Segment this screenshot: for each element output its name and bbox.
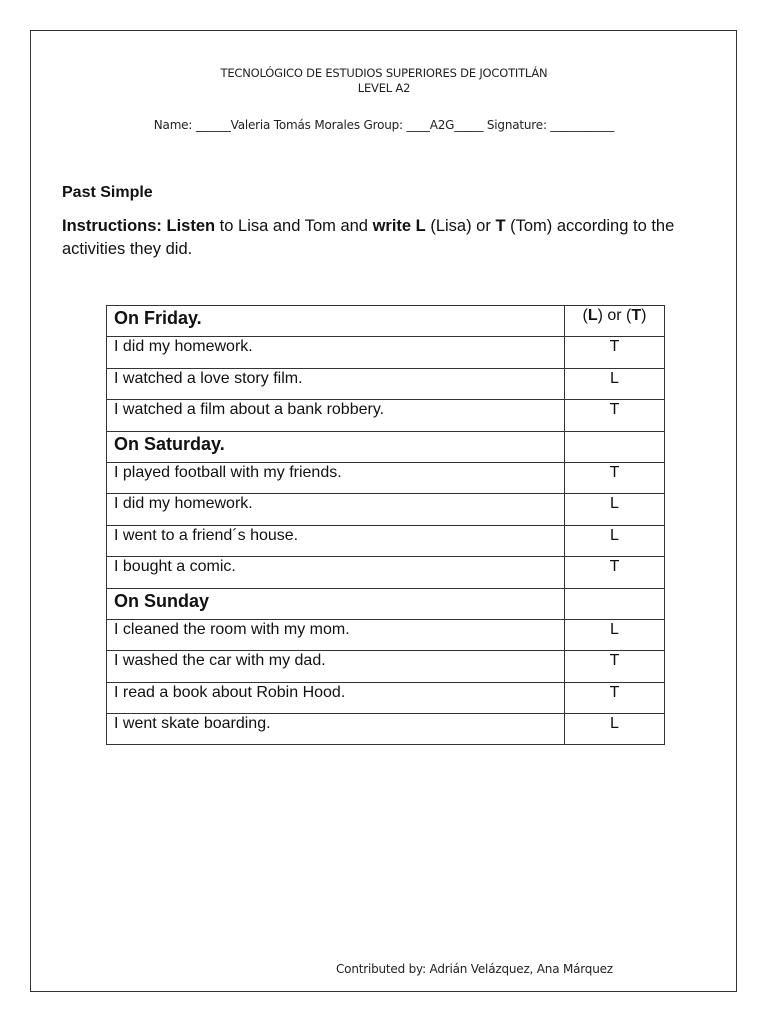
table-row	[107, 682, 665, 713]
activity-cell: I read a book about Robin Hood.	[107, 682, 565, 713]
table-row	[107, 337, 665, 368]
answer-column-header	[565, 306, 665, 337]
answer-cell[interactable]: L	[565, 619, 665, 650]
table-row	[107, 462, 665, 493]
answer-cell[interactable]: T	[565, 462, 665, 493]
table-row	[107, 651, 665, 682]
instructions	[62, 215, 722, 261]
activity-cell: I did my homework.	[107, 337, 565, 368]
table-row	[107, 619, 665, 650]
table-row	[107, 557, 665, 588]
activity-cell: I played football with my friends.	[107, 462, 565, 493]
col-header-text: )	[641, 307, 647, 324]
col-header-t: T	[631, 307, 642, 324]
table-row	[107, 400, 665, 431]
activity-cell: I watched a film about a bank robbery.	[107, 400, 565, 431]
answer-cell[interactable]: T	[565, 557, 665, 588]
answer-cell[interactable]: T	[565, 651, 665, 682]
day-heading: On Saturday.	[107, 431, 565, 462]
activity-cell: I bought a comic.	[107, 557, 565, 588]
table-row	[107, 525, 665, 556]
day-header-sunday	[107, 588, 665, 619]
day-header-saturday	[107, 431, 665, 462]
day-header-friday	[107, 306, 665, 337]
activity-cell: I washed the car with my dad.	[107, 651, 565, 682]
answer-cell[interactable]: L	[565, 525, 665, 556]
answer-cell[interactable]: T	[565, 337, 665, 368]
school-name: TECNOLÓGICO DE ESTUDIOS SUPERIORES DE JOCOTITLÁN	[220, 66, 548, 80]
table-row	[107, 368, 665, 399]
student-info-line: Name: ______Valeria Tomás Morales Group: ____A2G_____ Signature: ___________	[153, 118, 615, 132]
instructions-write: write L	[372, 217, 426, 235]
col-header-text: (	[582, 307, 588, 324]
col-header-text: ) or (	[597, 307, 632, 324]
activity-cell: I watched a love story film.	[107, 368, 565, 399]
answer-cell[interactable]: T	[565, 682, 665, 713]
answer-cell[interactable]: L	[565, 494, 665, 525]
answer-cell-empty	[565, 431, 665, 462]
instructions-listen: Instructions: Listen	[62, 217, 216, 235]
instructions-text: (Tom) according to the activities they did.	[62, 217, 675, 258]
answer-cell[interactable]: T	[565, 400, 665, 431]
table-row	[107, 494, 665, 525]
activity-cell: I went to a friend´s house.	[107, 525, 565, 556]
col-header-l: L	[587, 307, 598, 324]
activity-cell: I did my homework.	[107, 494, 565, 525]
activity-cell: I cleaned the room with my mom.	[107, 619, 565, 650]
instructions-text: to Lisa and Tom and	[215, 217, 373, 235]
instructions-text: (Lisa) or	[425, 217, 496, 235]
instructions-t: T	[495, 217, 506, 235]
activity-cell: I went skate boarding.	[107, 714, 565, 745]
activities-table	[106, 305, 665, 745]
answer-cell[interactable]: L	[565, 714, 665, 745]
answer-cell-empty	[565, 588, 665, 619]
level-label: LEVEL A2	[357, 81, 411, 95]
answer-cell[interactable]: L	[565, 368, 665, 399]
footer-credit: Contributed by: Adrián Velázquez, Ana Márquez	[336, 962, 613, 976]
day-heading: On Sunday	[107, 588, 565, 619]
section-title: Past Simple	[62, 184, 153, 201]
day-heading: On Friday.	[107, 306, 565, 337]
table-row	[107, 714, 665, 745]
